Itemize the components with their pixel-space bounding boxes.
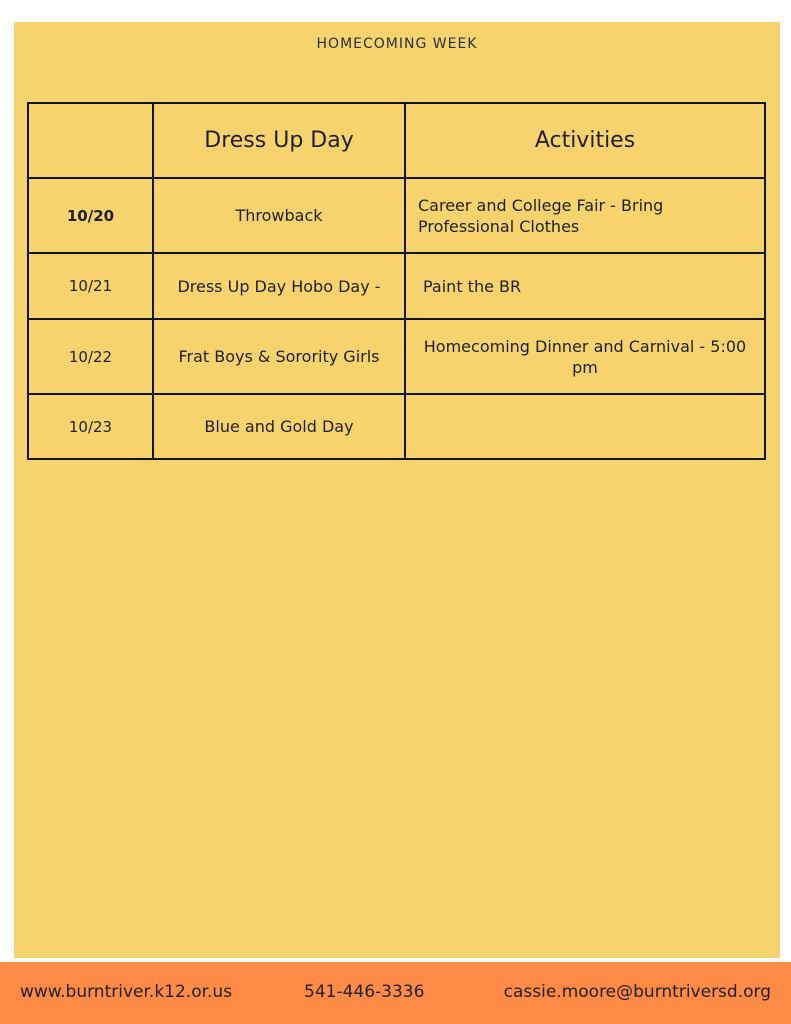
website-link[interactable]: www.burntriver.k12.or.us bbox=[20, 982, 233, 1002]
date-cell: 10/21 bbox=[28, 253, 153, 319]
footer-bar bbox=[0, 962, 791, 1024]
content-panel bbox=[14, 22, 780, 958]
table-row bbox=[28, 178, 765, 253]
dress-up-cell: Blue and Gold Day bbox=[153, 394, 405, 459]
date-cell: 10/22 bbox=[28, 319, 153, 394]
header-empty-cell bbox=[28, 103, 153, 178]
header-activities: Activities bbox=[405, 103, 765, 178]
schedule-table bbox=[27, 102, 766, 460]
date-cell: 10/20 bbox=[28, 178, 153, 253]
phone-number[interactable]: 541-446-3336 bbox=[304, 982, 425, 1002]
activity-cell: Homecoming Dinner and Carnival - 5:00 pm bbox=[405, 319, 765, 394]
activity-cell: Paint the BR bbox=[405, 253, 765, 319]
activity-cell: Career and College Fair - Bring Professional Clothes bbox=[405, 178, 765, 253]
date-cell: 10/23 bbox=[28, 394, 153, 459]
email-link[interactable]: cassie.moore@burntriversd.org bbox=[503, 982, 771, 1002]
dress-up-cell: Dress Up Day Hobo Day - bbox=[153, 253, 405, 319]
activity-cell bbox=[405, 394, 765, 459]
table-header-row bbox=[28, 103, 765, 178]
dress-up-cell: Frat Boys & Sorority Girls bbox=[153, 319, 405, 394]
dress-up-cell: Throwback bbox=[153, 178, 405, 253]
table-row bbox=[28, 253, 765, 319]
table-row bbox=[28, 394, 765, 459]
page-title: HOMECOMING WEEK bbox=[316, 36, 478, 52]
table-row bbox=[28, 319, 765, 394]
header-dress-up-day: Dress Up Day bbox=[153, 103, 405, 178]
